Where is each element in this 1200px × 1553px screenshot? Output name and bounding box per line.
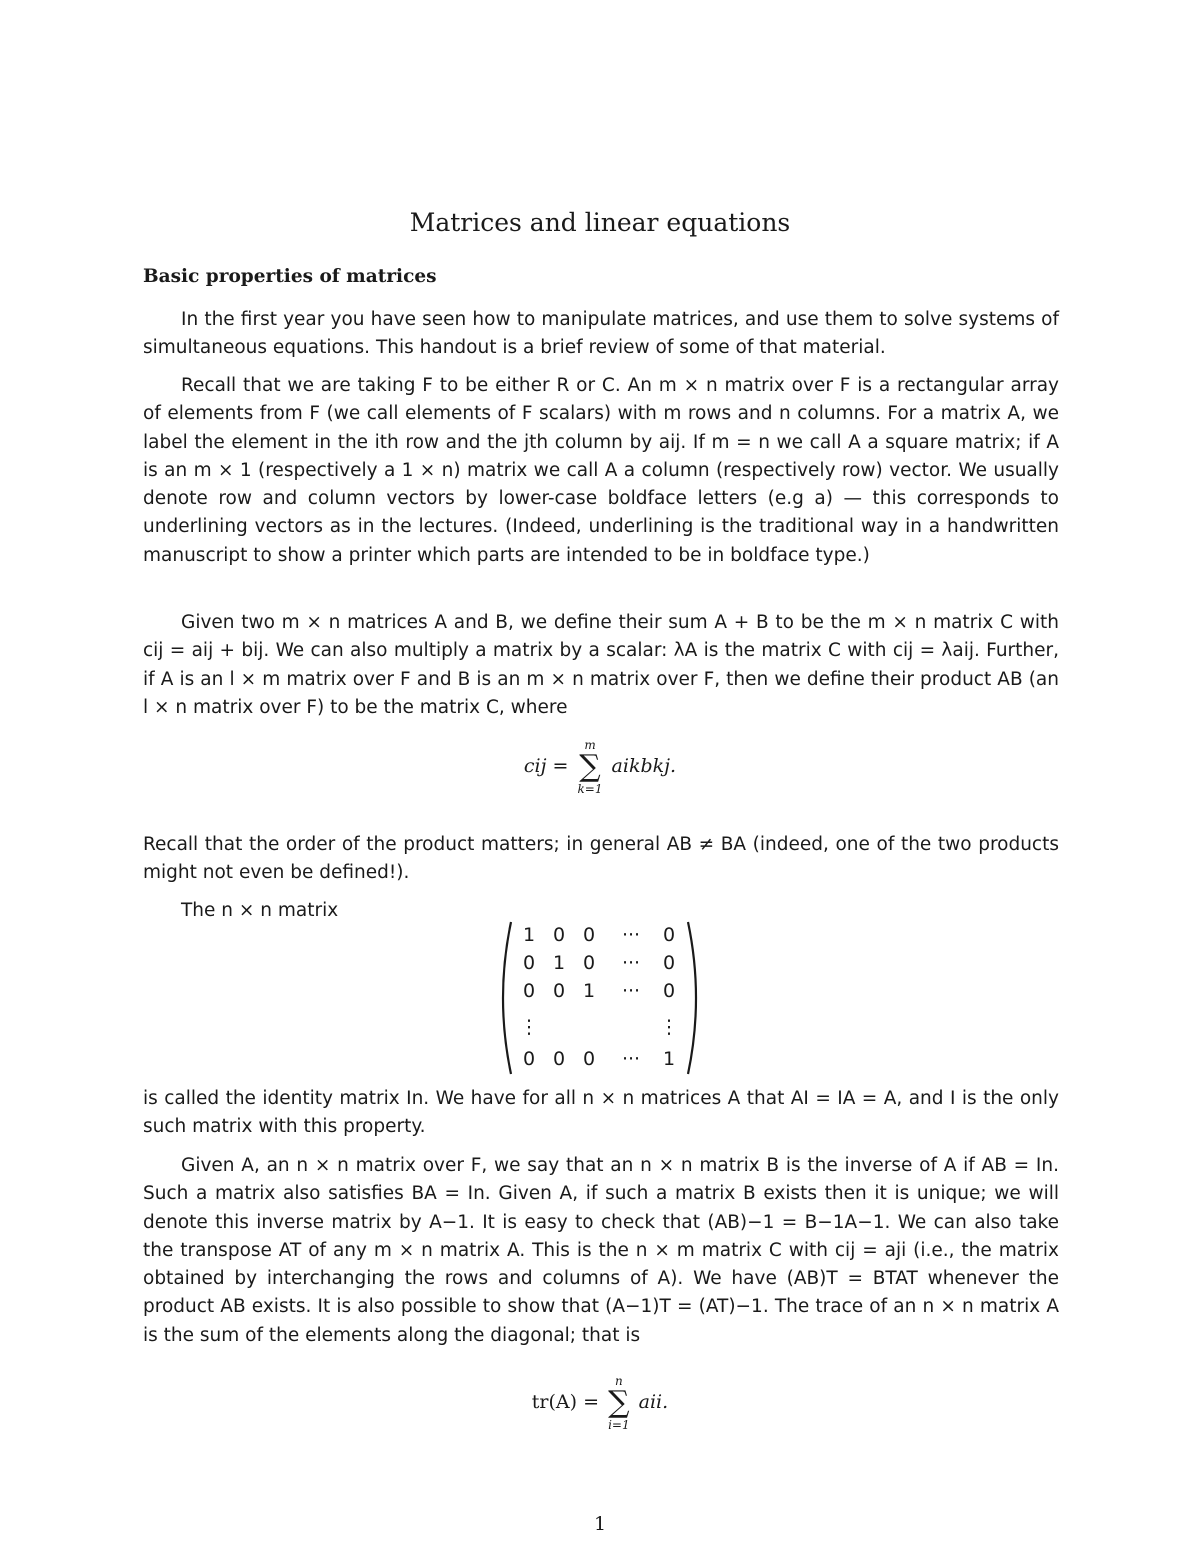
trace-equation-term: aii.: [638, 1391, 669, 1413]
matrix-cell: ···: [621, 924, 641, 946]
matrix-cell: 1: [552, 952, 566, 974]
matrix-cell: ···: [621, 952, 641, 974]
paragraph-3: [143, 609, 1059, 722]
product-equation-lhs: cij =: [523, 755, 569, 777]
product-equation-term: aikbkj.: [611, 755, 677, 777]
matrix-cell: 0: [552, 924, 566, 946]
trace-equation-lhs: tr(A) =: [531, 1391, 600, 1413]
matrix-cell: 0: [552, 1048, 566, 1070]
sum-upper-limit: m: [584, 738, 596, 752]
paragraph-4-text: Recall that the order of the product matters; in general AB ≠ BA (indeed, one of the two products might not even be defined!).: [143, 834, 1059, 884]
paragraph-1: [143, 306, 1059, 363]
matrix-cell: ···: [621, 980, 641, 1002]
matrix-cell: 0: [552, 980, 566, 1002]
paragraph-6-text: is called the identity matrix In. We have for all n × n matrices A that AI = IA = A, and I is the only such matrix with this property.: [143, 1088, 1059, 1138]
identity-matrix: [497, 918, 702, 1078]
sum-lower-limit: k=1: [577, 782, 603, 796]
trace-sum-lower-limit: i=1: [608, 1418, 630, 1432]
matrix-cell: ⋮: [519, 1016, 539, 1038]
matrix-cell: 0: [582, 1048, 596, 1070]
matrix-cell: 0: [582, 952, 596, 974]
paragraph-4: [143, 831, 1059, 888]
paragraph-5-text: The n × n matrix: [181, 900, 339, 921]
matrix-cell: 0: [522, 980, 536, 1002]
paragraph-5: [143, 897, 443, 925]
paragraph-7-text: Given A, an n × n matrix over F, we say that an n × n matrix B is the inverse of A if AB = In. Such a matrix also satisfies BA = In. Given A, if such a matrix B exists then it is unique; we will denote this inverse matrix by A−1. It is easy to check that (AB)−1 = B−1A−1. We can also take the transpose AT of any m × n matrix A. This is the n × m matrix C with cij = aji (i.e., the matrix obtained by interchanging the rows and columns of A). We have (AB)T = BTAT whenever the product AB exists. It is also possible to show that (A−1)T = (AT)−1. The trace of an n × n matrix A is the sum of the elements along the diagonal; that is: [143, 1155, 1059, 1346]
matrix-cell: 0: [522, 952, 536, 974]
trace-equation: [0, 1374, 1200, 1432]
matrix-cell: 0: [662, 980, 676, 1002]
trace-sum-upper-limit: n: [614, 1374, 623, 1388]
matrix-cell: 0: [662, 952, 676, 974]
product-equation: [0, 738, 1200, 796]
paragraph-6: [143, 1085, 1059, 1142]
trace-summation-symbol: n ∑ i=1: [608, 1374, 630, 1432]
summation-symbol: m ∑ k=1: [577, 738, 603, 796]
matrix-cell: 0: [582, 924, 596, 946]
paragraph-2: [143, 372, 1059, 570]
paragraph-1-text: In the first year you have seen how to manipulate matrices, and use them to solve systems of simultaneous equations. This handout is a brief review of some of that material.: [143, 309, 1059, 359]
page-number: 1: [593, 1513, 607, 1535]
matrix-cell: 0: [522, 1048, 536, 1070]
matrix-cell: 1: [662, 1048, 676, 1070]
paragraph-7: [143, 1152, 1059, 1350]
matrix-cell: 1: [522, 924, 536, 946]
matrix-cell: ···: [621, 1048, 641, 1070]
paragraph-3-text: Given two m × n matrices A and B, we define their sum A + B to be the m × n matrix C with cij = aij + bij. We can also multiply a matrix by a scalar: λA is the matrix C with cij = λaij. Further, if A is an l × m matrix over F and B is an m × n matrix over F, then we define their product AB (an l × n matrix over F) to be the matrix C, where: [143, 612, 1059, 718]
section-heading: Basic properties of matrices: [143, 266, 437, 287]
paragraph-2-text: Recall that we are taking F to be either R or C. An m × n matrix over F is a rectangular array of elements from F (we call elements of F scalars) with m rows and n columns. For a matrix A, we label the element in the ith row and the jth column by aij. If m = n we call A a square matrix; if A is an m × 1 (respectively a 1 × n) matrix we call A a column (respectively row) vector. We usually denote row and column vectors by lower-case boldface letters (e.g a) — this corresponds to underlining vectors as in the lectures. (Indeed, underlining is the traditional way in a handwritten manuscript to show a printer which parts are intended to be in boldface type.): [143, 375, 1059, 566]
matrix-cell: ⋮: [659, 1016, 679, 1038]
matrix-cell: 0: [662, 924, 676, 946]
matrix-cell: 1: [582, 980, 596, 1002]
page-title: Matrices and linear equations: [409, 208, 791, 237]
